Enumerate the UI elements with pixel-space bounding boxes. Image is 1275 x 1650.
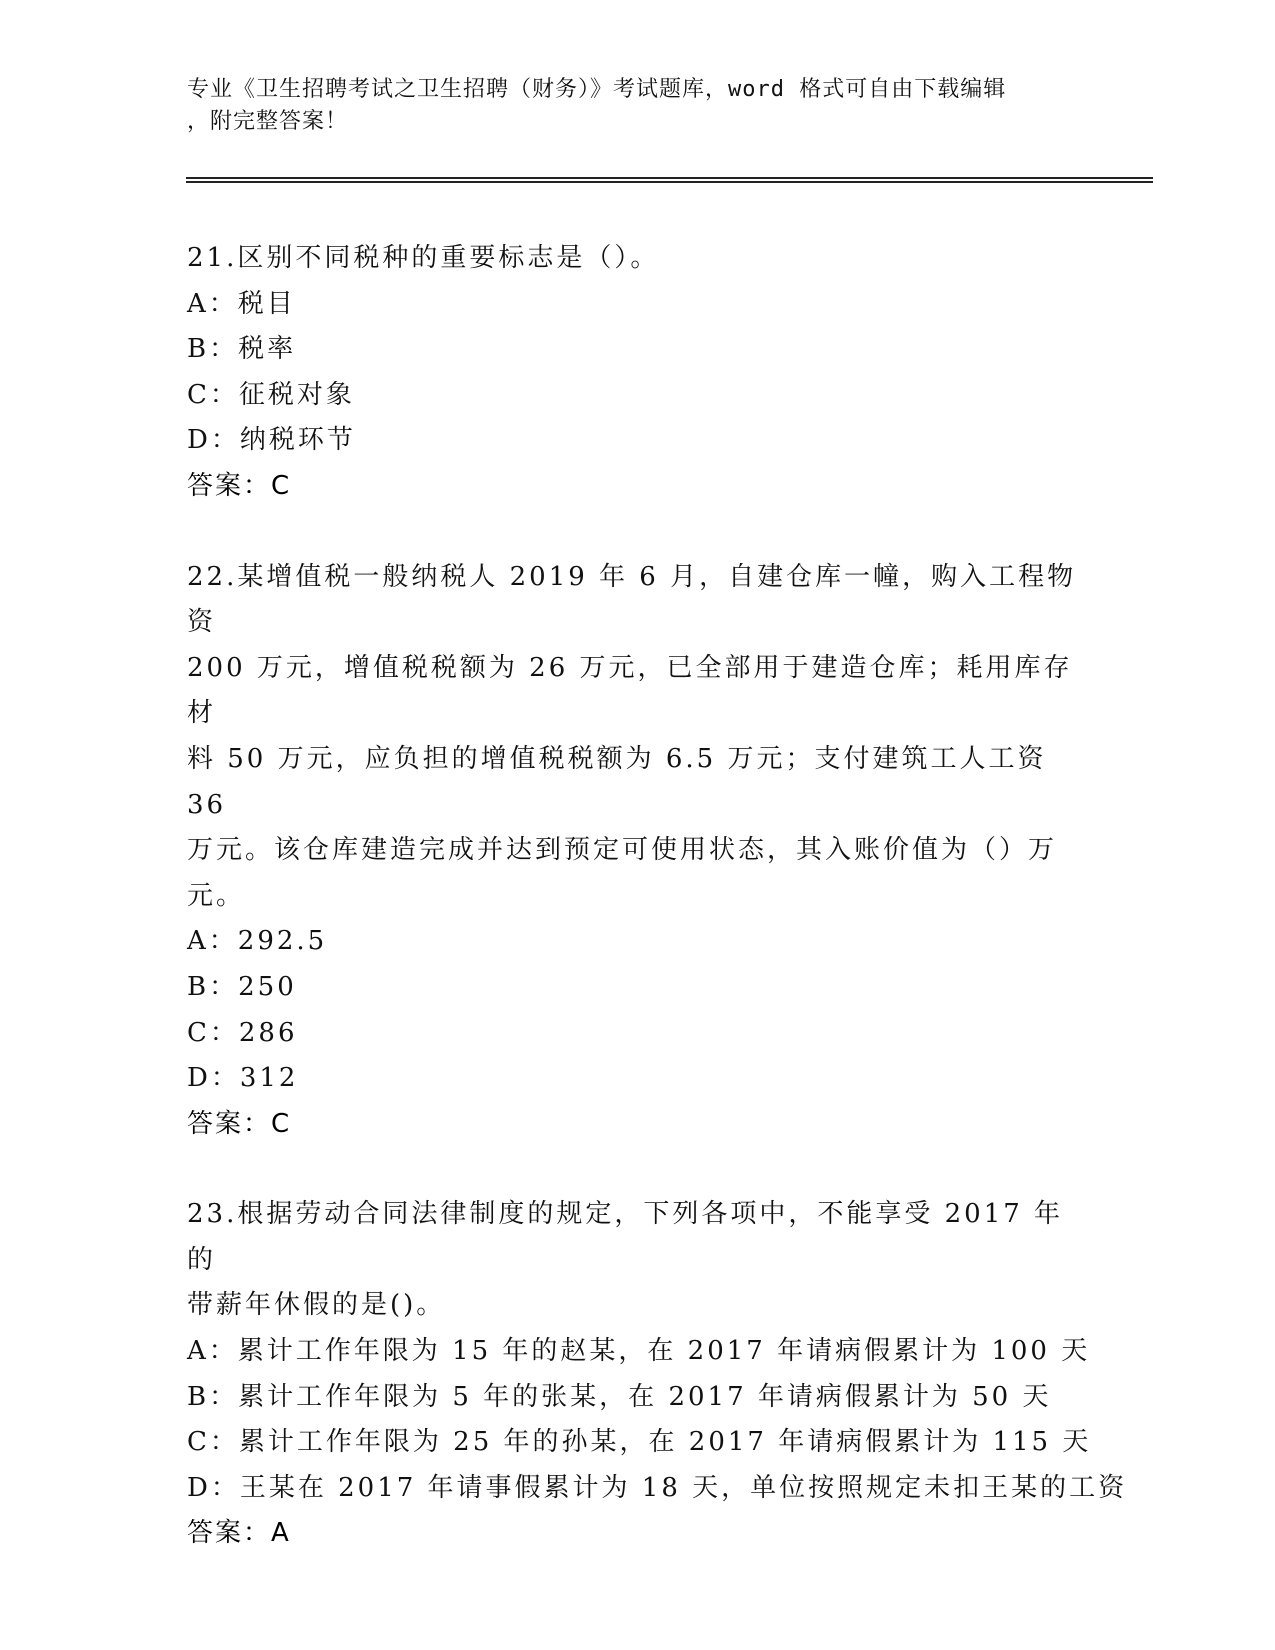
option-d: D：王某在 2017 年请事假累计为 18 天，单位按照规定未扣王某的工资 (187, 1472, 1128, 1503)
option-c: C：征税对象 (187, 379, 355, 410)
option-a: A：税目 (187, 288, 296, 319)
question-stem-line: 22.某增值税一般纳税人 2019 年 6 月，自建仓库一幢，购入工程物资 (187, 561, 1077, 638)
question-stem-line: 21.区别不同税种的重要标志是（）。 (187, 243, 660, 273)
option-b: B：250 (187, 971, 297, 1002)
question-23 (187, 1192, 1128, 1557)
header-line-1: 专业《卫生招聘考试之卫生招聘（财务）》考试题库，word 格式可自由下载编辑 (187, 77, 1007, 102)
option-d: D：312 (187, 1063, 299, 1094)
document-header (187, 74, 1067, 138)
header-divider (186, 177, 1153, 183)
answer-text: 答案：A (187, 1518, 291, 1549)
question-stem-line: 23.根据劳动合同法律制度的规定，下列各项中，不能享受 2017 年的 (187, 1199, 1064, 1275)
option-b: B：累计工作年限为 5 年的张某，在 2017 年请病假累计为 50 天 (187, 1381, 1052, 1412)
question-list (187, 236, 1128, 1602)
answer-text: 答案：C (187, 1108, 292, 1139)
option-c: C：累计工作年限为 25 年的孙某，在 2017 年请病假累计为 115 天 (187, 1427, 1092, 1458)
question-22 (187, 555, 1087, 1148)
option-d: D：纳税环节 (187, 425, 356, 456)
option-a: A：累计工作年限为 15 年的赵某，在 2017 年请病假累计为 100 天 (187, 1336, 1091, 1367)
option-b: B：税率 (187, 334, 297, 365)
question-stem-line: 万元。该仓库建造完成并达到预定可使用状态，其入账价值为（）万 (187, 835, 1058, 866)
question-stem-line: 200 万元，增值税税额为 26 万元，已全部用于建造仓库；耗用库存材 (187, 652, 1073, 729)
answer-text: 答案：C (187, 470, 292, 501)
header-line-2: ，附完整答案！ (187, 109, 349, 134)
question-stem-line: 带薪年休假的是()。 (187, 1290, 446, 1321)
option-c: C：286 (187, 1017, 298, 1048)
question-stem-line: 元。 (187, 880, 246, 911)
option-a: A：292.5 (187, 926, 328, 957)
question-stem-line: 料 50 万元，应负担的增值税税额为 6.5 万元；支付建筑工人工资 36 (187, 743, 1047, 820)
question-21 (187, 236, 1087, 510)
